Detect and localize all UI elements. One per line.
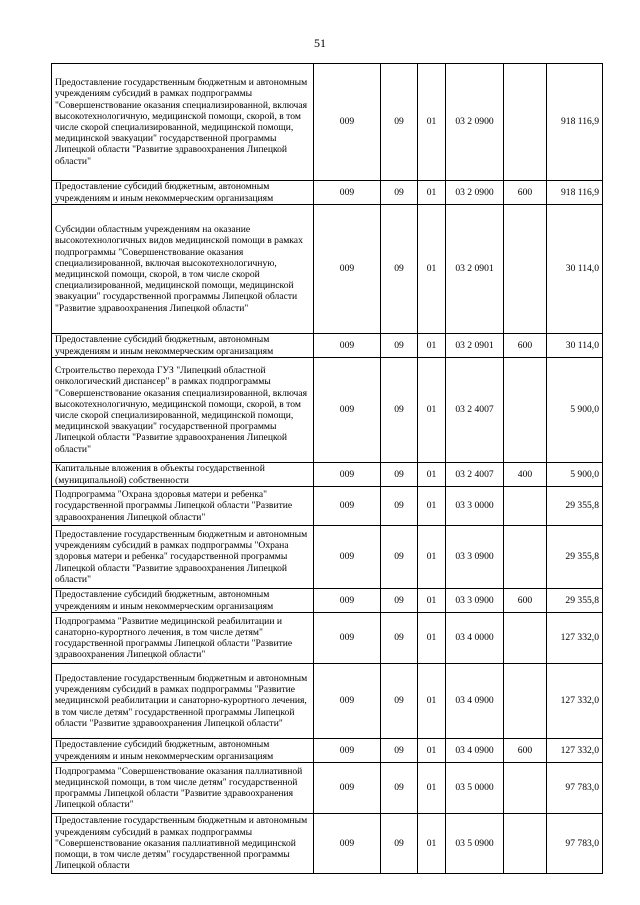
department-code-cell: 009 <box>314 463 381 487</box>
amount-cell: 918 116,9 <box>547 64 603 181</box>
expense-name-cell: Предоставление субсидий бюджетным, автономным учреждениям и иным некоммерческим организациям <box>52 181 314 205</box>
department-code-cell: 009 <box>314 334 381 358</box>
subsection-code-cell: 01 <box>418 613 446 664</box>
department-code-cell: 009 <box>314 589 381 613</box>
amount-cell: 127 332,0 <box>547 739 603 763</box>
expense-name-cell: Предоставление государственным бюджетным и автономным учреждениям субсидий в рамках подпрограммы "Охрана здоровья матери и ребенка" государственной программы Липецкой области "Развитие здравоохранения Липецкой области" <box>52 526 314 589</box>
amount-cell: 127 332,0 <box>547 613 603 664</box>
subsection-code-cell: 01 <box>418 763 446 814</box>
expense-type-cell <box>504 526 547 589</box>
amount-cell: 918 116,9 <box>547 181 603 205</box>
table-body <box>52 64 603 874</box>
expense-name-cell: Предоставление субсидий бюджетным, автономным учреждениям и иным некоммерческим организациям <box>52 334 314 358</box>
section-code-cell: 09 <box>381 739 418 763</box>
amount-cell: 30 114,0 <box>547 334 603 358</box>
expense-name-cell: Подпрограмма "Совершенствование оказания паллиативной медицинской помощи, в том числе детям" государственной программы Липецкой области "Развитие здравоохранения Липецкой области" <box>52 763 314 814</box>
department-code-cell: 009 <box>314 664 381 739</box>
amount-cell: 97 783,0 <box>547 814 603 874</box>
department-code-cell: 009 <box>314 358 381 463</box>
section-code-cell: 09 <box>381 526 418 589</box>
budget-table <box>51 63 603 874</box>
section-code-cell: 09 <box>381 487 418 526</box>
section-code-cell: 09 <box>381 664 418 739</box>
section-code-cell: 09 <box>381 334 418 358</box>
table-row <box>52 763 603 814</box>
section-code-cell: 09 <box>381 814 418 874</box>
subsection-code-cell: 01 <box>418 487 446 526</box>
expense-type-cell <box>504 664 547 739</box>
expense-name-cell: Предоставление государственным бюджетным и автономным учреждениям субсидий в рамках подпрограммы "Развитие медицинской реабилитации и санаторно-курортного лечения, в том числе детям" государственной программы Липецкой области "Развитие здравоохранения Липецкой области" <box>52 664 314 739</box>
expense-type-cell <box>504 814 547 874</box>
subsection-code-cell: 01 <box>418 463 446 487</box>
amount-cell: 5 900,0 <box>547 358 603 463</box>
department-code-cell: 009 <box>314 487 381 526</box>
subsection-code-cell: 01 <box>418 814 446 874</box>
target-article-cell: 03 4 0900 <box>446 664 504 739</box>
subsection-code-cell: 01 <box>418 334 446 358</box>
amount-cell: 29 355,8 <box>547 589 603 613</box>
target-article-cell: 03 2 0901 <box>446 334 504 358</box>
target-article-cell: 03 3 0900 <box>446 526 504 589</box>
department-code-cell: 009 <box>314 181 381 205</box>
section-code-cell: 09 <box>381 358 418 463</box>
target-article-cell: 03 2 4007 <box>446 463 504 487</box>
table-row <box>52 181 603 205</box>
expense-type-cell <box>504 358 547 463</box>
amount-cell: 30 114,0 <box>547 205 603 334</box>
expense-name-cell: Предоставление государственным бюджетным и автономным учреждениям субсидий в рамках подпрограммы "Совершенствование оказания специализированной, включая высокотехнологичную, медицинской помощи, скорой, в том числе скорой специализированной, медицинской помощи, медицинской эвакуации" государственной программы Липецкой области "Развитие здравоохранения Липецкой области" <box>52 64 314 181</box>
amount-cell: 97 783,0 <box>547 763 603 814</box>
section-code-cell: 09 <box>381 589 418 613</box>
table-row <box>52 664 603 739</box>
subsection-code-cell: 01 <box>418 64 446 181</box>
expense-type-cell <box>504 487 547 526</box>
target-article-cell: 03 3 0900 <box>446 589 504 613</box>
subsection-code-cell: 01 <box>418 526 446 589</box>
section-code-cell: 09 <box>381 181 418 205</box>
table-row <box>52 64 603 181</box>
subsection-code-cell: 01 <box>418 181 446 205</box>
target-article-cell: 03 2 0900 <box>446 181 504 205</box>
expense-name-cell: Предоставление субсидий бюджетным, автономным учреждениям и иным некоммерческим организациям <box>52 589 314 613</box>
expense-name-cell: Строительство перехода ГУЗ "Липецкий областной онкологический диспансер" в рамках подпрограммы "Совершенствование оказания специализированной, включая высокотехнологичную, медицинской помощи, скорой, в том числе скорой специализированной, медицинской помощи, медицинской эвакуации" государственной программы Липецкой области "Развитие здравоохранения Липецкой области" <box>52 358 314 463</box>
expense-name-cell: Предоставление государственным бюджетным и автономным учреждениям субсидий в рамках подпрограммы "Совершенствование оказания паллиативной медицинской помощи, в том числе детям" государственной программы Липецкой области <box>52 814 314 874</box>
amount-cell: 29 355,8 <box>547 526 603 589</box>
expense-type-cell: 600 <box>504 739 547 763</box>
expense-type-cell <box>504 64 547 181</box>
table-row <box>52 358 603 463</box>
target-article-cell: 03 2 4007 <box>446 358 504 463</box>
expense-name-cell: Предоставление субсидий бюджетным, автономным учреждениям и иным некоммерческим организациям <box>52 739 314 763</box>
subsection-code-cell: 01 <box>418 589 446 613</box>
expense-name-cell: Подпрограмма "Развитие медицинской реабилитации и санаторно-курортного лечения, в том числе детям" государственной программы Липецкой области "Развитие здравоохранения Липецкой области" <box>52 613 314 664</box>
section-code-cell: 09 <box>381 613 418 664</box>
target-article-cell: 03 4 0000 <box>446 613 504 664</box>
expense-type-cell <box>504 613 547 664</box>
expense-name-cell: Подпрограмма "Охрана здоровья матери и ребенка" государственной программы Липецкой области "Развитие здравоохранения Липецкой области" <box>52 487 314 526</box>
department-code-cell: 009 <box>314 526 381 589</box>
department-code-cell: 009 <box>314 763 381 814</box>
expense-type-cell: 400 <box>504 463 547 487</box>
department-code-cell: 009 <box>314 205 381 334</box>
expense-type-cell: 600 <box>504 334 547 358</box>
department-code-cell: 009 <box>314 64 381 181</box>
table-row <box>52 613 603 664</box>
expense-type-cell: 600 <box>504 589 547 613</box>
table-row <box>52 205 603 334</box>
table-row <box>52 526 603 589</box>
amount-cell: 29 355,8 <box>547 487 603 526</box>
section-code-cell: 09 <box>381 205 418 334</box>
subsection-code-cell: 01 <box>418 739 446 763</box>
target-article-cell: 03 2 0901 <box>446 205 504 334</box>
section-code-cell: 09 <box>381 763 418 814</box>
department-code-cell: 009 <box>314 739 381 763</box>
table-row <box>52 487 603 526</box>
table-row <box>52 739 603 763</box>
section-code-cell: 09 <box>381 463 418 487</box>
target-article-cell: 03 5 0000 <box>446 763 504 814</box>
subsection-code-cell: 01 <box>418 358 446 463</box>
target-article-cell: 03 5 0900 <box>446 814 504 874</box>
section-code-cell: 09 <box>381 64 418 181</box>
table-row <box>52 334 603 358</box>
department-code-cell: 009 <box>314 613 381 664</box>
table-row <box>52 814 603 874</box>
expense-type-cell <box>504 763 547 814</box>
target-article-cell: 03 2 0900 <box>446 64 504 181</box>
target-article-cell: 03 3 0000 <box>446 487 504 526</box>
expense-type-cell: 600 <box>504 181 547 205</box>
expense-name-cell: Субсидии областным учреждениям на оказание высокотехнологичных видов медицинской помощи в рамках подпрограммы "Совершенствование оказания специализированной, включая высокотехнологичную, медицинской помощи, скорой, в том числе скорой специализированной, медицинской помощи, медицинской эвакуации" государственной программы Липецкой области "Развитие здравоохранения Липецкой области" <box>52 205 314 334</box>
subsection-code-cell: 01 <box>418 205 446 334</box>
department-code-cell: 009 <box>314 814 381 874</box>
table-row <box>52 463 603 487</box>
subsection-code-cell: 01 <box>418 664 446 739</box>
expense-name-cell: Капитальные вложения в объекты государственной (муниципальной) собственности <box>52 463 314 487</box>
amount-cell: 5 900,0 <box>547 463 603 487</box>
expense-type-cell <box>504 205 547 334</box>
table-row <box>52 589 603 613</box>
target-article-cell: 03 4 0900 <box>446 739 504 763</box>
amount-cell: 127 332,0 <box>547 664 603 739</box>
page-number: 51 <box>314 36 326 50</box>
